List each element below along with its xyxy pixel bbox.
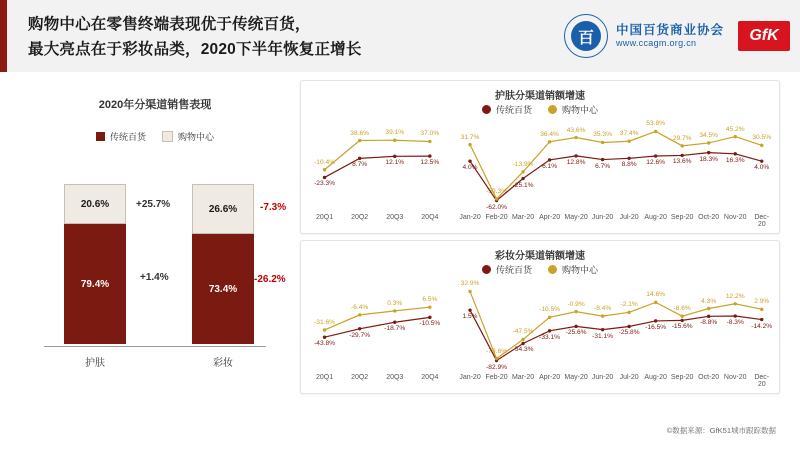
data-label: 14.6% (646, 291, 666, 299)
data-label: 12.2% (725, 292, 745, 300)
bar-segment-mall: 20.6% (64, 184, 126, 224)
data-label: -10.5% (539, 306, 561, 314)
ccagm-name: 中国百货商业协会 (615, 22, 724, 37)
data-label: -82.9% (486, 363, 507, 371)
data-label: -14.2% (751, 322, 773, 330)
delta-skincare-top: +25.7% (136, 199, 171, 210)
legend-label: 传统百货 (495, 105, 532, 115)
data-label: 43.6% (566, 126, 586, 134)
x-axis-label: 20Q4 (421, 374, 439, 381)
x-axis-label: Nov-20 (723, 374, 747, 381)
x-axis-label: 20Q1 (315, 374, 334, 381)
bar-group-makeup (192, 184, 254, 344)
data-label: 39.1% (385, 129, 405, 137)
data-label: -15.6% (671, 323, 693, 331)
bar-category-label: 护肤 (85, 358, 105, 369)
data-label: -8.6% (673, 305, 691, 313)
top-chart-title: 护肤分渠道销额增速 (495, 91, 585, 102)
data-label: -16.5% (645, 323, 667, 331)
data-label: 6.1% (542, 162, 558, 170)
legend-item-traditional (96, 130, 146, 143)
data-label: 6.7% (595, 162, 611, 170)
x-axis-label: Jun-20 (591, 214, 614, 221)
bottom-chart-plot (307, 279, 775, 373)
bar-segment-traditional: 73.4% (192, 234, 254, 344)
legend-marker-icon (482, 265, 491, 274)
data-label: -2.1% (620, 301, 638, 309)
logo-group (564, 8, 790, 64)
x-axis-label: Sep-20 (670, 374, 694, 381)
logo-letter: 百 (571, 21, 601, 51)
x-axis-label: Dec-20 (754, 214, 770, 228)
header-bar (0, 0, 800, 72)
left-chart-title: 2020年分渠道销售表现 (98, 99, 212, 111)
ccagm-logo-text (616, 23, 724, 50)
x-axis-label: 20Q3 (386, 374, 404, 381)
data-label: 8.8% (621, 161, 637, 169)
baseline-axis (44, 346, 266, 347)
legend-item-traditional (482, 103, 532, 116)
data-label: 4.0% (462, 164, 478, 172)
bar-segment-mall: 26.6% (192, 184, 254, 234)
data-label: -29.7% (349, 331, 371, 339)
delta-makeup-top: -7.3% (260, 202, 287, 213)
data-label: 37.0% (420, 130, 440, 138)
data-label: 38.6% (350, 129, 369, 137)
header-accent-bar (0, 0, 7, 72)
x-axis-label: Aug-20 (644, 374, 667, 381)
data-label: -8.3% (726, 319, 744, 327)
data-label: -8.8% (700, 319, 718, 327)
data-label: 6.5% (422, 296, 438, 304)
x-axis-label: Jun-20 (591, 374, 614, 381)
data-label: 30.5% (752, 134, 772, 142)
data-label: 2.9% (754, 298, 770, 306)
legend-label: 传统百货 (109, 132, 146, 142)
data-label: 53.8% (646, 120, 666, 128)
data-label: 16.3% (725, 156, 745, 164)
data-label: 31.7% (460, 133, 480, 141)
data-label: 4.3% (701, 297, 717, 305)
left-bars-area (24, 154, 286, 384)
x-axis-label: 20Q2 (351, 374, 369, 381)
data-label: -0.9% (567, 300, 585, 308)
data-label: 1.5% (462, 313, 478, 321)
ccagm-logo-icon (564, 14, 608, 58)
delta-skincare-bottom: +1.4% (140, 272, 169, 283)
data-label: 32.9% (460, 280, 480, 288)
x-axis-label: Aug-20 (644, 214, 667, 221)
data-label: -47.5% (512, 328, 534, 336)
data-label: -79.6% (486, 347, 507, 355)
bar-group-skincare (64, 184, 126, 344)
legend-marker-icon (548, 105, 557, 114)
legend-marker-icon (548, 265, 557, 274)
data-label: -13.9% (512, 160, 534, 168)
legend-swatch-icon (162, 131, 173, 142)
data-label: -62.0% (486, 203, 507, 211)
legend-label: 购物中心 (562, 105, 599, 115)
data-label: -25.8% (618, 329, 640, 337)
top-chart-x-axis (307, 214, 775, 230)
top-chart-plot (307, 119, 775, 213)
legend-marker-icon (482, 105, 491, 114)
gfk-logo: GfK (738, 21, 790, 51)
data-label: 36.4% (540, 130, 559, 138)
x-axis-label: 20Q3 (386, 214, 404, 221)
legend-item-traditional (482, 263, 532, 276)
data-label: 0.3% (387, 299, 403, 307)
x-axis-label: Oct-20 (698, 214, 720, 221)
x-axis-label: Jul-20 (619, 374, 639, 381)
x-axis-label: Dec-20 (754, 374, 770, 388)
page-title-line1: 购物中心在零售终端表现优于传统百货， (28, 16, 311, 33)
x-axis-label: Apr-20 (539, 214, 561, 221)
data-label: 13.6% (672, 158, 692, 166)
data-label: -6.4% (351, 303, 369, 311)
data-label: -8.4% (593, 305, 612, 313)
bar-segment-traditional: 79.4% (64, 224, 126, 344)
bottom-chart-legend (301, 263, 779, 276)
data-label: -54.3% (512, 346, 534, 354)
legend-label: 传统百货 (495, 265, 532, 275)
ccagm-url: www.ccagm.org.cn (615, 38, 697, 49)
x-axis-label: 20Q2 (351, 214, 369, 221)
x-axis-label: 20Q1 (315, 214, 334, 221)
data-label: -43.8% (314, 340, 335, 348)
data-label: -31.1% (592, 332, 614, 340)
data-label: 45.2% (725, 125, 745, 133)
x-axis-label: 20Q4 (421, 214, 439, 221)
x-axis-label: Mar-20 (511, 374, 535, 381)
legend-label: 购物中心 (178, 132, 215, 142)
x-axis-label: Feb-20 (485, 214, 508, 221)
data-label: 34.5% (699, 131, 719, 139)
x-axis-label: Mar-20 (511, 214, 535, 221)
left-bar-chart-panel (24, 84, 286, 404)
legend-swatch-icon (96, 132, 105, 141)
x-axis-label: May-20 (564, 214, 588, 221)
top-chart-legend (301, 103, 779, 116)
x-axis-label: Sep-20 (670, 214, 694, 221)
source-note: ©数据来源：GfK51城市跟踪数据 (666, 426, 776, 435)
legend-item-mall (548, 103, 598, 116)
makeup-growth-chart-panel (300, 240, 780, 394)
data-label: 4.0% (754, 164, 770, 172)
legend-item-mall (162, 130, 214, 143)
data-label: 12.5% (420, 159, 440, 167)
x-axis-label: Jan-20 (459, 374, 481, 381)
x-axis-label: Jul-20 (619, 214, 639, 221)
data-label: -25.1% (512, 181, 534, 189)
data-label: -10.5% (419, 320, 441, 328)
data-label: -31.6% (314, 318, 335, 326)
delta-makeup-bottom: -26.2% (254, 274, 286, 285)
data-label: 35.3% (593, 131, 612, 139)
x-axis-label: Nov-20 (723, 214, 747, 221)
data-label: -18.7% (384, 325, 406, 333)
data-label: -10.4% (314, 158, 335, 166)
x-axis-label: Apr-20 (539, 374, 561, 381)
data-label: 37.4% (619, 130, 639, 138)
bottom-chart-x-axis (307, 374, 775, 390)
x-axis-label: May-20 (564, 374, 588, 381)
data-label: 8.7% (352, 161, 368, 169)
page-title-line2: 最大亮点在于彩妆品类，2020下半年恢复正增长 (28, 41, 362, 58)
data-label: 12.1% (385, 159, 405, 167)
data-label: -33.1% (539, 333, 561, 341)
data-label: 18.3% (699, 155, 719, 163)
data-label: 12.8% (566, 158, 586, 166)
data-label: 29.7% (672, 134, 692, 142)
data-label: -23.3% (314, 180, 335, 188)
legend-item-mall (548, 263, 598, 276)
bottom-chart-title: 彩妆分渠道销额增速 (495, 251, 585, 262)
data-label: -25.6% (565, 329, 587, 337)
x-axis-label: Jan-20 (459, 214, 481, 221)
bar-category-label: 彩妆 (213, 358, 233, 369)
page-title (28, 12, 548, 62)
data-label: -59.3% (486, 187, 507, 195)
x-axis-label: Oct-20 (698, 374, 720, 381)
skincare-growth-chart-panel (300, 80, 780, 234)
x-axis-label: Feb-20 (485, 374, 508, 381)
left-chart-legend (24, 130, 286, 143)
legend-label: 购物中心 (562, 265, 599, 275)
data-label: 12.6% (646, 159, 666, 167)
